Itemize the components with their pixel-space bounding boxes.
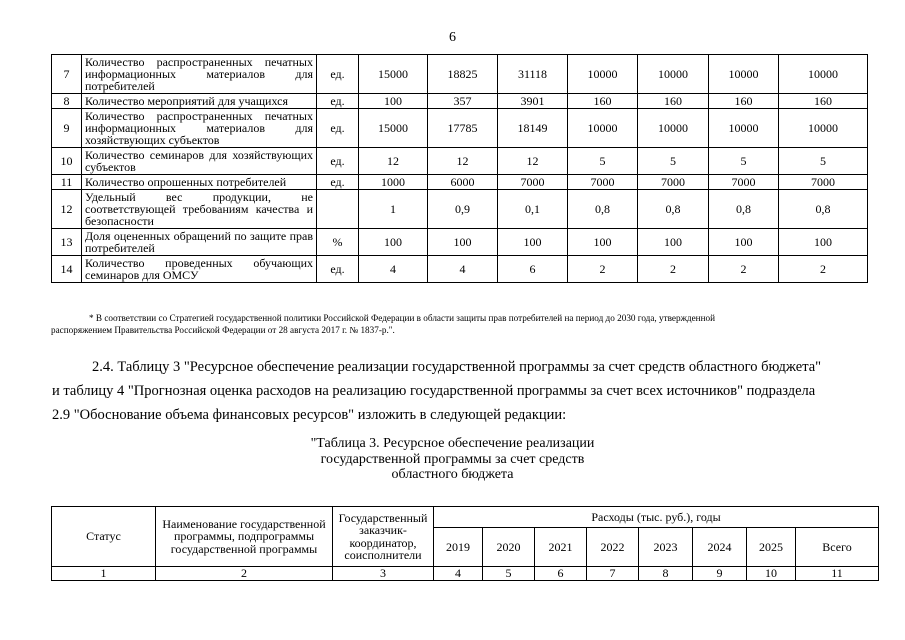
year-header: Всего: [796, 528, 879, 567]
value-cell: 10000: [568, 55, 638, 94]
table-row: [52, 229, 868, 256]
value-cell: 100: [428, 229, 498, 256]
caption-line: "Таблица 3. Ресурсное обеспечение реализации: [310, 436, 595, 451]
column-number: 3: [333, 567, 434, 581]
value-cell: 10000: [568, 109, 638, 148]
column-number: 10: [747, 567, 796, 581]
value-cell: 100: [779, 229, 868, 256]
value-cell: 5: [568, 148, 638, 175]
column-number: 7: [587, 567, 639, 581]
header-expenses: Расходы (тыс. руб.), годы: [434, 507, 879, 528]
column-number: 8: [639, 567, 693, 581]
caption-line: государственной программы за счет средств: [320, 451, 585, 467]
value-cell: 4: [428, 256, 498, 283]
indicators-table: [51, 54, 868, 283]
value-cell: 2: [709, 256, 779, 283]
unit-cell: ед.: [317, 109, 359, 148]
column-number: 4: [434, 567, 483, 581]
value-cell: 2: [638, 256, 709, 283]
unit-cell: %: [317, 229, 359, 256]
table-row: [52, 109, 868, 148]
value-cell: 18149: [498, 109, 568, 148]
indicator-name: Количество семинаров для хозяйствующих субъектов: [82, 148, 317, 175]
resources-table: [51, 506, 879, 581]
year-header: 2025: [747, 528, 796, 567]
value-cell: 0,1: [498, 190, 568, 229]
column-number: 5: [483, 567, 535, 581]
indicator-name: Доля оцененных обращений по защите прав потребителей: [82, 229, 317, 256]
value-cell: 2: [779, 256, 868, 283]
table-row: [52, 55, 868, 94]
table-row: [52, 148, 868, 175]
value-cell: 10000: [709, 55, 779, 94]
row-number: 10: [52, 148, 82, 175]
amendment-paragraph: [52, 355, 864, 427]
header-program-name: Наименование государственной программы, подпрограммы государственной программы: [156, 507, 333, 567]
column-number: 6: [535, 567, 587, 581]
unit-cell: ед.: [317, 175, 359, 190]
row-number: 13: [52, 229, 82, 256]
value-cell: 7000: [638, 175, 709, 190]
value-cell: 6000: [428, 175, 498, 190]
table-caption: [0, 436, 905, 483]
year-header: 2023: [639, 528, 693, 567]
row-number: 8: [52, 94, 82, 109]
row-number: 7: [52, 55, 82, 94]
value-cell: 15000: [359, 55, 428, 94]
paragraph-line: и таблицу 4 "Прогнозная оценка расходов на реализацию государственной программы за счет всех источников" подраздела: [52, 383, 816, 399]
value-cell: 6: [498, 256, 568, 283]
footnote-line: распоряжением Правительства Российской Федерации от 28 августа 2017 г. № 1837-р.".: [51, 325, 395, 335]
table-row: [52, 256, 868, 283]
value-cell: 10000: [638, 109, 709, 148]
value-cell: 160: [638, 94, 709, 109]
column-number: 2: [156, 567, 333, 581]
unit-cell: ед.: [317, 55, 359, 94]
table-row: [52, 94, 868, 109]
value-cell: 17785: [428, 109, 498, 148]
paragraph-line: 2.4. Таблицу 3 "Ресурсное обеспечение реализации государственной программы за счет средств областного бюджета": [92, 359, 822, 375]
row-number: 9: [52, 109, 82, 148]
value-cell: 160: [568, 94, 638, 109]
value-cell: 10000: [709, 109, 779, 148]
indicator-name: Количество опрошенных потребителей: [82, 175, 317, 190]
value-cell: 100: [709, 229, 779, 256]
value-cell: 4: [359, 256, 428, 283]
value-cell: 5: [638, 148, 709, 175]
value-cell: 0,9: [428, 190, 498, 229]
footnote: [51, 312, 867, 336]
value-cell: 10000: [779, 55, 868, 94]
value-cell: 100: [359, 229, 428, 256]
indicator-name: Количество проведенных обучающих семинаров для ОМСУ: [82, 256, 317, 283]
row-number: 12: [52, 190, 82, 229]
value-cell: 0,8: [638, 190, 709, 229]
value-cell: 0,8: [779, 190, 868, 229]
unit-cell: ед.: [317, 256, 359, 283]
value-cell: 0,8: [568, 190, 638, 229]
value-cell: 7000: [779, 175, 868, 190]
value-cell: 31118: [498, 55, 568, 94]
value-cell: 0,8: [709, 190, 779, 229]
table-row: [52, 175, 868, 190]
year-header: 2022: [587, 528, 639, 567]
year-header: 2020: [483, 528, 535, 567]
header-customer: Государственный заказчик-координатор, соисполнители: [333, 507, 434, 567]
value-cell: 10000: [638, 55, 709, 94]
indicator-name: Количество распространенных печатных информационных материалов для потребителей: [82, 55, 317, 94]
indicator-name: Удельный вес продукции, не соответствующей требованиям качества и безопасности: [82, 190, 317, 229]
row-number: 11: [52, 175, 82, 190]
value-cell: 100: [568, 229, 638, 256]
value-cell: 3901: [498, 94, 568, 109]
value-cell: 12: [498, 148, 568, 175]
footnote-line: * В соответствии со Стратегией государственной политики Российской Федерации в области защиты прав потребителей на период до 2030 года, утвержденной: [89, 313, 716, 323]
value-cell: 2: [568, 256, 638, 283]
value-cell: 7000: [709, 175, 779, 190]
value-cell: 100: [498, 229, 568, 256]
unit-cell: ед.: [317, 148, 359, 175]
value-cell: 15000: [359, 109, 428, 148]
indicator-name: Количество распространенных печатных информационных материалов для хозяйствующих субъектов: [82, 109, 317, 148]
value-cell: 100: [359, 94, 428, 109]
value-cell: 160: [709, 94, 779, 109]
value-cell: 160: [779, 94, 868, 109]
value-cell: 1000: [359, 175, 428, 190]
row-number: 14: [52, 256, 82, 283]
value-cell: 357: [428, 94, 498, 109]
value-cell: 12: [359, 148, 428, 175]
column-number: 11: [796, 567, 879, 581]
indicator-name: Количество мероприятий для учащихся: [82, 94, 317, 109]
unit-cell: ед.: [317, 94, 359, 109]
value-cell: 5: [779, 148, 868, 175]
page-number: 6: [449, 30, 456, 45]
year-header: 2019: [434, 528, 483, 567]
paragraph-line: 2.9 "Обоснование объема финансовых ресурсов" изложить в следующей редакции:: [52, 407, 567, 423]
column-number: 9: [693, 567, 747, 581]
value-cell: 5: [709, 148, 779, 175]
value-cell: 7000: [568, 175, 638, 190]
header-status: Статус: [52, 507, 156, 567]
value-cell: 7000: [498, 175, 568, 190]
value-cell: 1: [359, 190, 428, 229]
value-cell: 10000: [779, 109, 868, 148]
unit-cell: [317, 190, 359, 229]
caption-line: областного бюджета: [391, 467, 514, 482]
column-number: 1: [52, 567, 156, 581]
value-cell: 12: [428, 148, 498, 175]
year-header: 2021: [535, 528, 587, 567]
year-header: 2024: [693, 528, 747, 567]
table-row: [52, 190, 868, 229]
value-cell: 100: [638, 229, 709, 256]
value-cell: 18825: [428, 55, 498, 94]
